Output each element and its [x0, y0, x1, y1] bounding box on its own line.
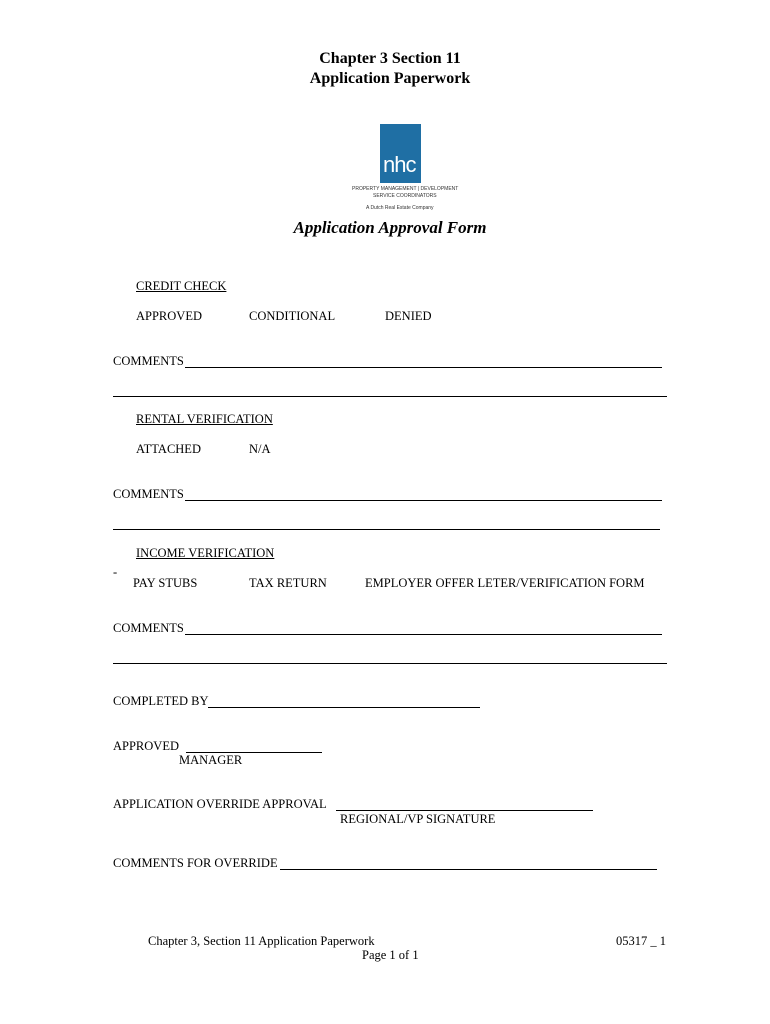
credit-comments-label: COMMENTS	[113, 354, 184, 368]
override-comments-label: COMMENTS FOR OVERRIDE	[113, 856, 278, 870]
regional-signature-field[interactable]	[336, 810, 593, 811]
override-approval-label: APPLICATION OVERRIDE APPROVAL	[113, 797, 327, 811]
logo-tagline-3: A Dutch Real Estate Company	[366, 205, 434, 211]
rental-comments-label: COMMENTS	[113, 487, 184, 501]
document-subtitle: Application Paperwork	[309, 70, 471, 87]
rental-option-na[interactable]: N/A	[249, 442, 271, 456]
income-comments-label: COMMENTS	[113, 621, 184, 635]
logo-tagline-1: PROPERTY MANAGEMENT | DEVELOPMENT	[352, 186, 459, 192]
rental-comments-field-line-2[interactable]	[113, 529, 660, 530]
approved-label: APPROVED	[113, 739, 179, 753]
income-option-employer-letter[interactable]: EMPLOYER OFFER LETER/VERIFICATION FORM	[365, 576, 645, 590]
chapter-heading: Chapter 3 Section 11	[319, 50, 461, 67]
rental-option-attached[interactable]: ATTACHED	[136, 442, 201, 456]
form-title: Application Approval Form	[293, 218, 487, 237]
completed-by-field[interactable]	[208, 707, 480, 708]
income-option-tax-return[interactable]: TAX RETURN	[249, 576, 327, 590]
credit-option-approved[interactable]: APPROVED	[136, 309, 202, 323]
rental-comments-field[interactable]	[185, 500, 662, 501]
credit-comments-field-line-2[interactable]	[113, 396, 667, 397]
footer-page-number: Page 1 of 1	[362, 948, 419, 962]
logo-letters: nhc	[383, 152, 416, 177]
override-comments-field[interactable]	[280, 869, 657, 870]
credit-check-heading: CREDIT CHECK	[136, 279, 227, 293]
income-comments-field[interactable]	[185, 634, 662, 635]
footer-document-name: Chapter 3, Section 11 Application Paperwork	[148, 934, 375, 948]
income-verification-heading: INCOME VERIFICATION	[136, 546, 275, 560]
completed-by-label: COMPLETED BY	[113, 694, 209, 708]
credit-option-conditional[interactable]: CONDITIONAL	[249, 309, 336, 323]
rental-verification-heading: RENTAL VERIFICATION	[136, 412, 273, 426]
credit-option-denied[interactable]: DENIED	[385, 309, 432, 323]
income-comments-field-line-2[interactable]	[113, 663, 667, 664]
credit-comments-field[interactable]	[185, 367, 662, 368]
regional-caption: REGIONAL/VP SIGNATURE	[340, 812, 496, 826]
logo-tagline-2: SERVICE COORDINATORS	[373, 193, 437, 199]
footer-form-code: 05317 _ 1	[616, 934, 666, 948]
income-list-marker: -	[113, 565, 118, 579]
manager-caption: MANAGER	[179, 753, 243, 767]
income-option-pay-stubs[interactable]: PAY STUBS	[133, 576, 198, 590]
